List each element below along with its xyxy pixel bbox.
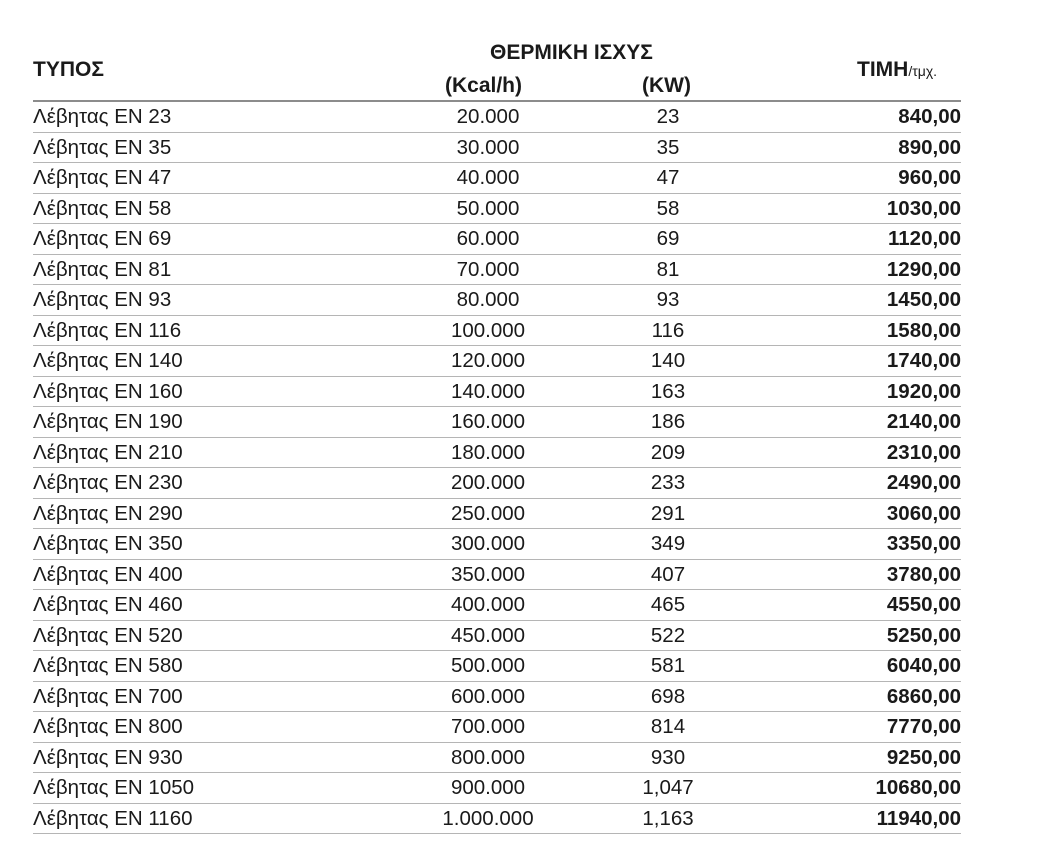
- cell-type: Λέβητας ΕΝ 930: [33, 745, 183, 769]
- table-row: [33, 468, 961, 499]
- cell-price: 840,00: [898, 105, 961, 128]
- table-row: [33, 224, 961, 255]
- cell-price: 2310,00: [886, 440, 961, 464]
- cell-type: Λέβητας ΕΝ 520: [33, 623, 183, 647]
- cell-kw: 233: [650, 471, 686, 494]
- cell-type: Λέβητας ΕΝ 69: [33, 227, 172, 250]
- cell-type: Λέβητας ΕΝ 58: [33, 196, 172, 220]
- table-row: [33, 377, 961, 408]
- cell-kw: 407: [650, 562, 686, 586]
- cell-type: Λέβητας ΕΝ 81: [33, 257, 172, 281]
- header-thermal-power: ΘΕΡΜΙΚΗ ΙΣΧΥΣ: [490, 41, 653, 64]
- cell-price: 6040,00: [886, 654, 961, 677]
- table-row: [33, 407, 961, 438]
- cell-price: 5250,00: [886, 623, 961, 647]
- cell-type: Λέβητας ΕΝ 210: [33, 440, 183, 464]
- cell-kw: 698: [650, 684, 686, 708]
- cell-type: Λέβητας ΕΝ 1050: [33, 776, 195, 799]
- cell-price: 890,00: [898, 135, 961, 159]
- cell-price: 1580,00: [886, 318, 961, 342]
- cell-type: Λέβητας ΕΝ 160: [33, 379, 183, 403]
- header-kw: (KW): [642, 74, 691, 97]
- table-row: [33, 133, 961, 164]
- cell-price: 2140,00: [886, 410, 961, 433]
- cell-type: Λέβητας ΕΝ 140: [33, 349, 183, 372]
- cell-kcal: 160.000: [450, 410, 526, 433]
- cell-price: 9250,00: [886, 745, 961, 769]
- cell-price: 1030,00: [886, 196, 961, 220]
- cell-type: Λέβητας ΕΝ 93: [33, 288, 172, 311]
- cell-type: Λέβητας ΕΝ 23: [33, 105, 172, 128]
- cell-kw: 81: [656, 257, 680, 281]
- cell-price: 1290,00: [886, 257, 961, 281]
- cell-kw: 1,047: [642, 776, 694, 799]
- table-body: [33, 102, 961, 834]
- cell-type: Λέβητας ΕΝ 230: [33, 471, 183, 494]
- table-row: [33, 651, 961, 682]
- cell-price: 11940,00: [876, 806, 961, 830]
- cell-kcal: 140.000: [450, 379, 526, 403]
- table-row: [33, 346, 961, 377]
- cell-kw: 1,163: [642, 806, 694, 830]
- cell-price: 7770,00: [886, 715, 961, 738]
- cell-kw: 209: [650, 440, 686, 464]
- cell-kw: 23: [656, 105, 680, 128]
- cell-type: Λέβητας ΕΝ 190: [33, 410, 183, 433]
- table-row: [33, 712, 961, 743]
- table-row: [33, 560, 961, 591]
- header-price: [857, 58, 937, 82]
- header-price-label: ΤΙΜΗ: [857, 58, 909, 81]
- table-row: [33, 163, 961, 194]
- cell-price: 1740,00: [886, 349, 961, 372]
- cell-price: 3060,00: [886, 501, 961, 525]
- cell-kw: 814: [650, 715, 686, 738]
- cell-price: 4550,00: [886, 593, 961, 616]
- cell-kw: 349: [650, 532, 686, 555]
- cell-kcal: 1.000.000: [442, 806, 534, 830]
- cell-kcal: 800.000: [450, 745, 526, 769]
- cell-price: 960,00: [898, 166, 961, 189]
- cell-kw: 522: [650, 623, 686, 647]
- cell-type: Λέβητας ΕΝ 116: [33, 318, 182, 342]
- table-row: [33, 529, 961, 560]
- cell-kw: 35: [656, 135, 680, 159]
- header-kcal: (Kcal/h): [445, 74, 523, 97]
- cell-price: 10680,00: [875, 776, 961, 799]
- cell-kcal: 70.000: [456, 257, 520, 281]
- cell-kcal: 180.000: [450, 440, 526, 464]
- cell-kw: 47: [656, 166, 680, 189]
- cell-price: 3350,00: [886, 532, 961, 555]
- cell-type: Λέβητας ΕΝ 460: [33, 593, 183, 616]
- cell-kcal: 20.000: [456, 105, 520, 128]
- cell-kw: 116: [651, 318, 685, 342]
- cell-kw: 58: [656, 196, 680, 220]
- cell-kw: 163: [650, 379, 686, 403]
- cell-kcal: 30.000: [456, 135, 520, 159]
- cell-kcal: 900.000: [450, 776, 526, 799]
- cell-type: Λέβητας ΕΝ 35: [33, 135, 172, 159]
- cell-kcal: 80.000: [456, 288, 520, 311]
- cell-type: Λέβητας ΕΝ 290: [33, 501, 183, 525]
- table-row: [33, 590, 961, 621]
- cell-price: 1450,00: [886, 288, 961, 311]
- cell-kcal: 400.000: [450, 593, 526, 616]
- cell-kw: 465: [650, 593, 686, 616]
- cell-kcal: 200.000: [450, 471, 526, 494]
- cell-kcal: 700.000: [450, 715, 526, 738]
- cell-kcal: 40.000: [456, 166, 520, 189]
- cell-kw: 69: [656, 227, 680, 250]
- table-row: [33, 102, 961, 133]
- table-row: [33, 804, 961, 835]
- cell-type: Λέβητας ΕΝ 400: [33, 562, 183, 586]
- cell-kcal: 500.000: [450, 654, 526, 677]
- table-row: [33, 194, 961, 225]
- cell-type: Λέβητας ΕΝ 47: [33, 166, 172, 189]
- cell-type: Λέβητας ΕΝ 800: [33, 715, 183, 738]
- table-row: [33, 316, 961, 347]
- cell-type: Λέβητας ΕΝ 700: [33, 684, 183, 708]
- cell-kcal: 60.000: [456, 227, 520, 250]
- cell-type: Λέβητας ΕΝ 580: [33, 654, 183, 677]
- table-row: [33, 255, 961, 286]
- cell-kw: 930: [650, 745, 686, 769]
- cell-kw: 581: [650, 654, 686, 677]
- table-row: [33, 621, 961, 652]
- table-row: [33, 285, 961, 316]
- table-row: [33, 438, 961, 469]
- header-price-unit: /τμχ.: [908, 63, 938, 79]
- cell-kcal: 350.000: [450, 562, 526, 586]
- cell-kw: 93: [656, 288, 680, 311]
- cell-price: 1920,00: [886, 379, 961, 403]
- cell-type: Λέβητας ΕΝ 1160: [33, 806, 193, 830]
- table-row: [33, 499, 961, 530]
- cell-kw: 186: [650, 410, 686, 433]
- cell-type: Λέβητας ΕΝ 350: [33, 532, 183, 555]
- header-type: ΤΥΠΟΣ: [33, 58, 104, 81]
- cell-kcal: 600.000: [450, 684, 526, 708]
- table-row: [33, 682, 961, 713]
- cell-price: 1120,00: [888, 227, 961, 250]
- cell-kw: 140: [650, 349, 686, 372]
- cell-kcal: 50.000: [456, 196, 520, 220]
- cell-kcal: 300.000: [450, 532, 526, 555]
- cell-price: 2490,00: [886, 471, 961, 494]
- table-row: [33, 773, 961, 804]
- cell-kcal: 100.000: [450, 318, 526, 342]
- cell-kw: 291: [650, 501, 686, 525]
- cell-kcal: 250.000: [450, 501, 526, 525]
- cell-kcal: 450.000: [450, 623, 526, 647]
- cell-kcal: 120.000: [450, 349, 526, 372]
- table-row: [33, 743, 961, 774]
- cell-price: 3780,00: [886, 562, 961, 586]
- cell-price: 6860,00: [886, 684, 961, 708]
